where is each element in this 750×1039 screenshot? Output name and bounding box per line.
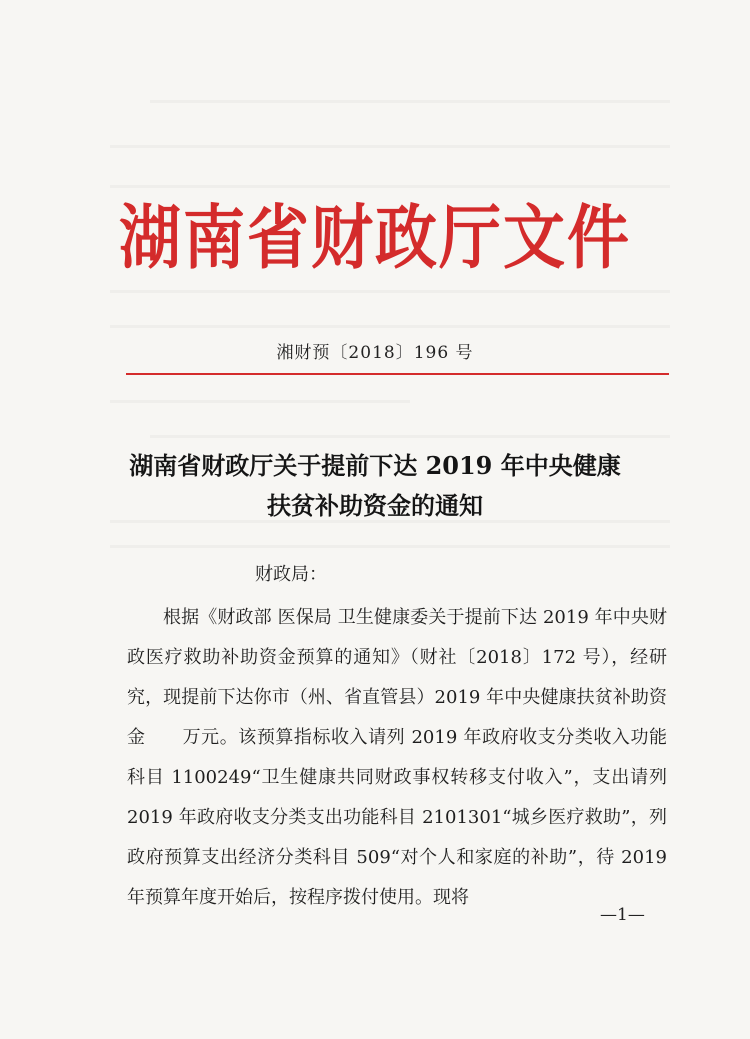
notice-title	[60, 446, 690, 526]
document-number: 湘财预〔2018〕196 号	[276, 343, 474, 363]
notice-title-line-2: 扶贫补助资金的通知	[267, 491, 483, 520]
notice-title-line-1: 湖南省财政厅关于提前下达 2019 年中央健康	[129, 451, 621, 480]
agency-header-title: 湖南省财政厅文件	[118, 196, 631, 279]
notice-body-paragraph: 根据《财政部 医保局 卫生健康委关于提前下达 2019 年中央财政医疗救助补助资金预算的通知》（财社〔2018〕172 号），经研究，现提前下达你市（州、省直管县）2019 年中央健康扶贫补助资金 万元。该预算指标收入请列 2019 年政府收支分类收入功能科目 1100249“卫生健康共同财政事权转移支付收入”，支出请列 2019 年政府收支分类支出功能科目 2101301“城乡医疗救助”，列政府预算支出经济分类科目 509“对个人和家庭的补助”，待 2019 年预算年度开始后，按程序拨付使用。现将	[127, 607, 667, 908]
page-number: —1—	[600, 905, 645, 925]
recipient-salutation: 财政局：	[255, 564, 327, 585]
red-separator-line	[126, 373, 669, 375]
